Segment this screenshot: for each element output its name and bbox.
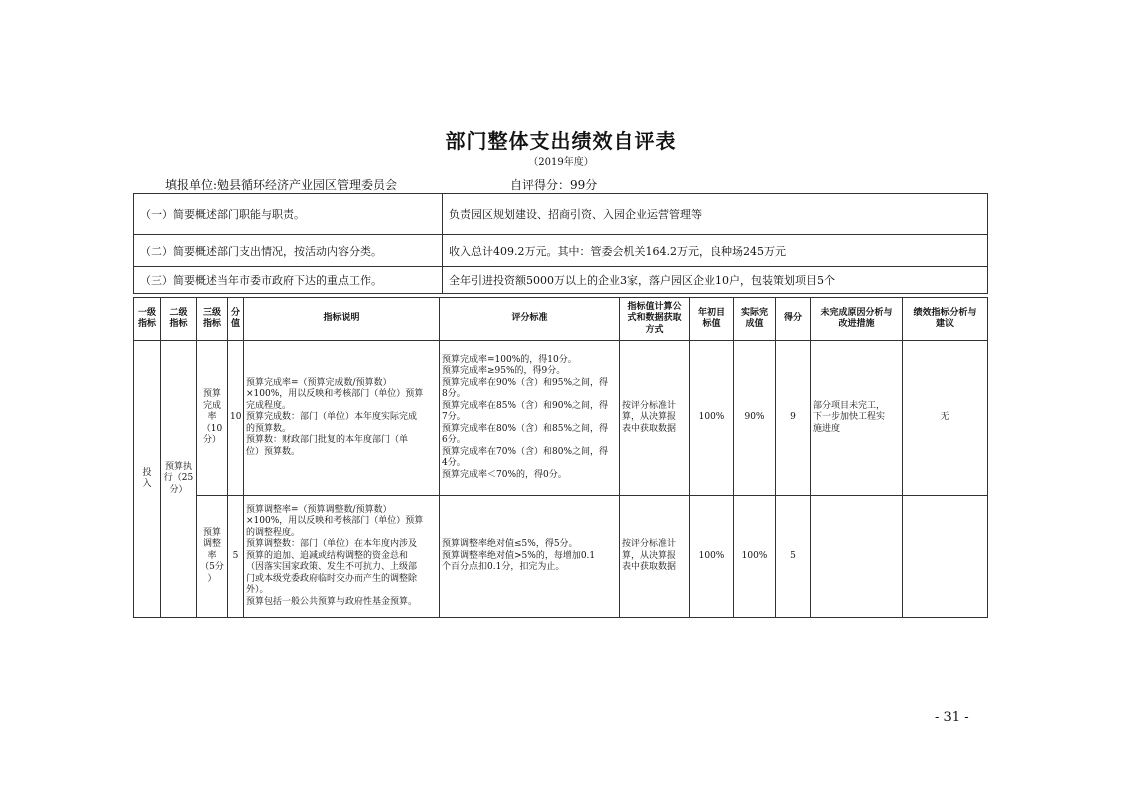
header-row xyxy=(134,298,988,341)
col-reason: 未完成原因分析与 改进措施 xyxy=(811,298,903,341)
level2-cell: 预算执 行（25 分） xyxy=(161,341,197,618)
formula-cell: 按评分标准计 算，从决算报 表中获取数据 xyxy=(620,496,690,618)
reporting-unit: 填报单位:勉县循环经济产业园区管理委员会 xyxy=(165,178,398,192)
table-row xyxy=(134,341,988,496)
overview-question: （二）简要概述部门支出情况，按活动内容分类。 xyxy=(134,235,443,267)
level3-cell: 预算 调整 率 （5分 ） xyxy=(197,496,228,618)
criteria-cell: 预算调整率绝对值≤5%，得5分。 预算调整率绝对值>5%的，每增加0.1 个百分点扣0.1分，扣完为止。 xyxy=(440,496,620,618)
overview-row xyxy=(134,194,988,235)
col-analysis: 绩效指标分析与 建议 xyxy=(903,298,988,341)
overview-row xyxy=(134,235,988,267)
value-cell: 10 xyxy=(228,341,244,496)
page-subtitle: （2019年度） xyxy=(528,157,594,168)
performance-table xyxy=(133,297,988,618)
col-score: 得分 xyxy=(776,298,811,341)
reason-cell xyxy=(811,496,903,618)
overview-row xyxy=(134,267,988,294)
table-row xyxy=(134,496,988,618)
analysis-cell xyxy=(903,496,988,618)
criteria-cell: 预算完成率=100%的，得10分。 预算完成率≥95%的，得9分。 预算完成率在90%（含）和95%之间，得 8分。 预算完成率在85%（含）和90%之间，得 7分。 预算完成率在80%（含）和85%之间，得 6分。 预算完成率在70%（含）和80%之间，得 4分。 预算完成率＜70%的，得0分。 xyxy=(440,341,620,496)
description-cell: 预算完成率=（预算完成数/预算数） ×100%，用以反映和考核部门（单位）预算 完成程度。 预算完成数：部门（单位）本年度实际完成 的预算数。 预算数：财政部门批复的本年度部门（单 位）预算数。 xyxy=(244,341,440,496)
col-actual: 实际完 成值 xyxy=(734,298,776,341)
col-target: 年初目 标值 xyxy=(690,298,734,341)
overview-answer: 负责园区规划建设、招商引资、入园企业运营管理等 xyxy=(443,194,988,235)
reason-cell: 部分项目未完工， 下一步加快工程实 施进度 xyxy=(811,341,903,496)
level3-cell: 预算 完成 率 （10 分） xyxy=(197,341,228,496)
overview-answer: 收入总计409.2万元。其中：管委会机关164.2万元，良种场245万元 xyxy=(443,235,988,267)
target-cell: 100% xyxy=(690,496,734,618)
actual-cell: 90% xyxy=(734,341,776,496)
col-level1: 一级 指标 xyxy=(134,298,161,341)
overview-question: （一）简要概述部门职能与职责。 xyxy=(134,194,443,235)
overview-question: （三）简要概述当年市委市政府下达的重点工作。 xyxy=(134,267,443,294)
col-description: 指标说明 xyxy=(244,298,440,341)
page-title: 部门整体支出绩效自评表 xyxy=(445,129,677,153)
overview-table xyxy=(133,193,988,294)
col-score-value: 分 值 xyxy=(228,298,244,341)
description-cell: 预算调整率=（预算调整数/预算数） ×100%，用以反映和考核部门（单位）预算 的调整程度。 预算调整数：部门（单位）在本年度内涉及 预算的追加、追减或结构调整的资金总和 （因落实国家政策、发生不可抗力、上级部 门或本级党委政府临时交办而产生的调整除 外）。 预算包括一般公共预算与政府性基金预算。 xyxy=(244,496,440,618)
actual-cell: 100% xyxy=(734,496,776,618)
col-formula: 指标值计算公 式和数据获取 方式 xyxy=(620,298,690,341)
score-cell: 5 xyxy=(776,496,811,618)
col-criteria: 评分标准 xyxy=(440,298,620,341)
target-cell: 100% xyxy=(690,341,734,496)
level1-cell: 投 入 xyxy=(134,341,161,618)
formula-cell: 按评分标准计 算，从决算报 表中获取数据 xyxy=(620,341,690,496)
score-cell: 9 xyxy=(776,341,811,496)
value-cell: 5 xyxy=(228,496,244,618)
page-number: - 31 - xyxy=(935,710,969,725)
col-level2: 二级 指标 xyxy=(161,298,197,341)
col-level3: 三级 指标 xyxy=(197,298,228,341)
analysis-cell: 无 xyxy=(903,341,988,496)
overview-answer: 全年引进投资额5000万以上的企业3家，落户园区企业10户，包装策划项目5个 xyxy=(443,267,988,294)
self-score: 自评得分：99分 xyxy=(510,178,598,192)
